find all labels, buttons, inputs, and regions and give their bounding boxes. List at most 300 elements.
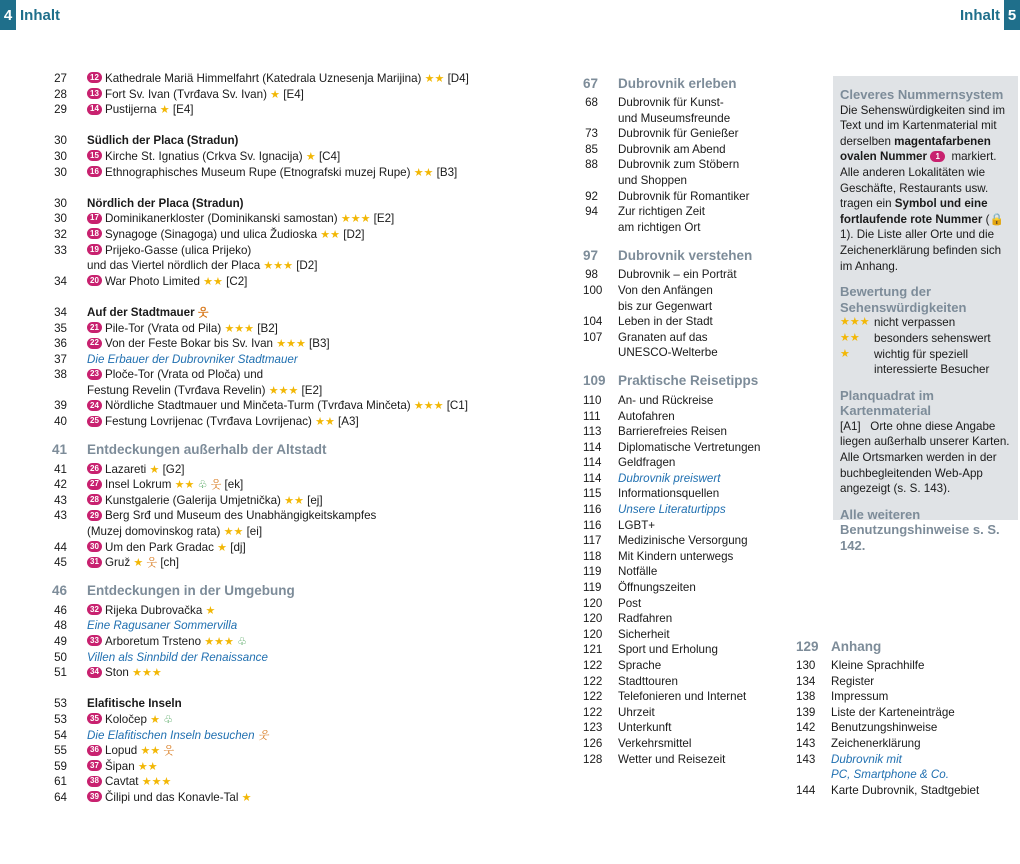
entry-text-wrap — [87, 728, 268, 744]
toc-entry — [52, 618, 482, 634]
page-number: 111 — [583, 409, 601, 423]
toc-entry — [583, 596, 783, 612]
entry-text-wrap — [87, 133, 238, 149]
entry-title: Nördliche Stadtmauer und Minčeta-Turm (Tvrđava Minčeta) — [105, 399, 411, 413]
entry-text-wrap — [87, 102, 194, 118]
map-grid-reference: [ch] — [157, 556, 180, 570]
entry-title: Arboretum Trsteno — [105, 635, 202, 648]
toc-entry — [52, 243, 482, 259]
rating-row — [840, 331, 1011, 347]
toc-entry — [796, 752, 996, 768]
entry-title: Kunstgalerie (Galerija Umjetnička) — [105, 493, 281, 507]
rating-stars: ★★ — [223, 526, 244, 539]
person-walking-icon: 웃 — [146, 557, 158, 570]
entry-text-wrap — [618, 658, 661, 674]
toc-entry — [583, 564, 783, 580]
person-walking-icon: 웃 — [163, 745, 175, 758]
toc-entry — [52, 398, 482, 414]
toc-entry — [583, 142, 783, 158]
page-number — [583, 173, 598, 189]
entry-text-wrap — [618, 627, 670, 643]
person-walking-icon: 웃 — [257, 729, 269, 742]
spacer — [52, 118, 482, 134]
entry-title: Dubrovnik – ein Porträt — [618, 268, 737, 282]
entry-text-wrap — [831, 720, 937, 736]
sight-number-pill: 19 — [87, 244, 102, 255]
sidebar-numbering-text — [840, 103, 1011, 275]
page-number: 130 — [796, 659, 816, 672]
entry-text-wrap — [87, 743, 174, 759]
page-number: 113 — [583, 425, 602, 439]
toc-entry — [583, 736, 783, 752]
page-number: 43 — [54, 509, 67, 523]
toc-entry — [52, 305, 482, 321]
section-title: Anhang — [831, 638, 882, 654]
entry-title: Diplomatische Vertretungen — [618, 440, 761, 454]
entry-text-wrap — [618, 549, 733, 565]
entry-title: Von der Feste Bokar bis Sv. Ivan — [105, 337, 273, 351]
entry-title: Rijeka Dubrovačka — [105, 603, 203, 617]
toc-entry — [52, 743, 482, 759]
section-page-number: 129 — [796, 638, 819, 654]
toc-entry — [52, 133, 482, 149]
toc-entry — [52, 383, 482, 399]
map-grid-reference: [B3] — [433, 165, 458, 179]
entry-text-wrap — [618, 189, 749, 205]
toc-entry — [52, 87, 482, 103]
entry-title: Sport und Erholung — [618, 643, 718, 657]
entry-text-wrap — [87, 634, 247, 650]
map-grid-reference: [ej] — [303, 493, 323, 507]
toc-entry — [583, 409, 783, 425]
entry-text-wrap — [87, 493, 323, 509]
page-number: 35 — [54, 321, 67, 335]
entry-text-wrap — [87, 367, 263, 383]
entry-title: Kirche St. Ignatius (Crkva Sv. Ignacija) — [105, 149, 303, 163]
rating-stars: ★★★ — [413, 400, 444, 413]
toc-entry — [583, 518, 783, 534]
toc-entry — [583, 299, 783, 315]
entry-title: Sprache — [618, 659, 662, 672]
rating-stars: ★ — [150, 713, 161, 726]
entry-text-wrap — [618, 220, 700, 236]
page-number: 119 — [583, 565, 602, 579]
entry-text-wrap — [87, 414, 359, 430]
entry-title: Nördlich der Placa (Stradun) — [87, 196, 244, 210]
sidebar-text-bold: magentafarbenen ovalen Nummer — [840, 134, 991, 164]
entry-text-wrap — [831, 752, 902, 768]
magenta-number-pill: 1 — [930, 151, 945, 162]
toc-entry — [52, 759, 482, 775]
entry-text-wrap — [87, 618, 237, 634]
entry-text-wrap — [618, 736, 691, 752]
sight-number-pill: 32 — [87, 604, 102, 615]
entry-title: Zur richtigen Zeit — [618, 205, 705, 219]
rating-label: wichtig für speziell interessierte Besucher — [874, 347, 990, 377]
map-grid-reference: [C2] — [222, 274, 248, 288]
entry-title: Medizinische Versorgung — [618, 534, 748, 548]
entry-text-wrap — [618, 533, 748, 549]
map-grid-reference: [E2] — [370, 212, 395, 226]
toc-entry — [52, 696, 482, 712]
entry-text-wrap — [618, 173, 687, 189]
entry-title: Dominikanerkloster (Dominikanski samostan) — [105, 212, 338, 226]
section-heading — [796, 634, 996, 658]
page-number: 44 — [54, 540, 67, 554]
page-number: 32 — [54, 227, 67, 241]
entry-title: Impressum — [831, 690, 889, 704]
map-grid-reference: [D2] — [340, 227, 365, 241]
entry-title: Auf der Stadtmauer — [87, 305, 195, 319]
rating-label: nicht verpassen — [874, 316, 956, 330]
sight-number-pill: 35 — [87, 713, 102, 724]
toc-entry — [52, 493, 482, 509]
entry-text-wrap — [831, 689, 888, 705]
entry-text-wrap — [618, 518, 655, 534]
page-number: 119 — [583, 581, 602, 595]
page-number: 49 — [54, 635, 67, 648]
entry-text-wrap — [618, 409, 675, 425]
page-number: 94 — [585, 205, 598, 219]
entry-title: Notfälle — [618, 565, 658, 579]
toc-entry — [583, 486, 783, 502]
entry-title: Post — [618, 596, 642, 610]
map-grid-reference: [D2] — [292, 259, 318, 273]
page-number: 116 — [583, 503, 602, 517]
entry-text-wrap — [618, 299, 712, 315]
toc-entry — [583, 720, 783, 736]
entry-text-wrap — [87, 540, 246, 556]
sight-number-pill: 28 — [87, 494, 102, 505]
page-number: 30 — [54, 212, 67, 226]
entry-title: Benutzungshinweise — [831, 721, 938, 735]
entry-text-wrap — [87, 603, 215, 619]
right-page-header — [956, 0, 1020, 30]
entry-text-wrap — [87, 477, 243, 493]
entry-title: und Shoppen — [618, 173, 687, 187]
rating-stars: ★★★ — [840, 316, 870, 329]
entry-text-wrap — [618, 142, 726, 158]
sight-number-pill: 33 — [87, 635, 102, 646]
right-page-title: Inhalt — [960, 6, 1000, 24]
page-number: 59 — [54, 759, 67, 773]
rating-stars: ★★★ — [204, 636, 234, 648]
toc-entry — [583, 220, 783, 236]
page-number — [52, 258, 67, 274]
entry-title: Dubrovnik für Kunst- — [618, 96, 724, 109]
entry-text-wrap — [87, 650, 268, 666]
page-number: 41 — [54, 462, 67, 476]
entry-title: Uhrzeit — [618, 705, 655, 719]
page-number: 30 — [54, 134, 67, 148]
map-grid-reference: [ek] — [221, 478, 244, 492]
page-number: 115 — [583, 487, 602, 501]
page-number: 64 — [54, 790, 67, 804]
section-title: Praktische Reisetipps — [618, 373, 759, 389]
map-grid-reference: [C1] — [443, 399, 468, 413]
rating-stars: ★★ — [840, 331, 860, 344]
entry-title: Elafitische Inseln — [87, 697, 182, 711]
toc-entry — [52, 352, 482, 368]
toc-entry — [52, 274, 482, 290]
map-grid-reference: [B3] — [305, 337, 330, 351]
toc-entry — [52, 524, 482, 540]
page-number — [583, 345, 598, 361]
page-number: 34 — [54, 305, 67, 319]
entry-text-wrap — [831, 674, 874, 690]
toc-entry — [583, 549, 783, 565]
page-number — [583, 111, 598, 127]
page-number: 120 — [583, 627, 603, 641]
rating-stars: ★★★ — [340, 213, 371, 226]
entry-title: Dubrovnik preiswert — [618, 471, 721, 485]
map-grid-reference: [E2] — [298, 383, 323, 397]
sight-number-pill: 23 — [87, 369, 102, 380]
page-number: 48 — [54, 619, 67, 633]
entry-text-wrap — [618, 267, 737, 283]
toc-entry — [583, 173, 783, 189]
entry-title: Ston — [105, 666, 129, 680]
page-number: 118 — [583, 549, 602, 563]
entry-title: Geldfragen — [618, 456, 676, 470]
sight-number-pill: 36 — [87, 745, 102, 756]
sight-number-pill: 34 — [87, 667, 102, 678]
rating-stars: ★ — [217, 541, 228, 554]
page-number: 88 — [585, 158, 598, 172]
map-grid-reference: [ei] — [243, 525, 263, 539]
sight-number-pill: 38 — [87, 776, 102, 787]
toc-entry — [52, 508, 482, 524]
usage-sidebar — [833, 76, 1018, 554]
entry-text-wrap — [618, 95, 724, 111]
entry-title: Lazareti — [105, 462, 147, 476]
map-grid-reference: [C4] — [315, 149, 341, 163]
toc-entry — [583, 689, 783, 705]
entry-title: An- und Rückreise — [618, 393, 714, 407]
left-page-number: 4 — [0, 0, 16, 30]
entry-title: Kathedrale Mariä Himmelfahrt (Katedrala Uznesenja Marijina) — [105, 72, 422, 85]
page-number: 98 — [585, 268, 598, 282]
entry-title: Čilipi und das Konavle-Tal — [105, 790, 239, 804]
grid-ref-example: [A1] — [840, 419, 861, 433]
toc-entry — [583, 189, 783, 205]
page-number: 51 — [54, 666, 67, 680]
page-number: 134 — [796, 674, 816, 688]
page-number: 122 — [583, 705, 603, 719]
page-number: 114 — [583, 456, 602, 470]
sidebar-text-bold: Symbol und eine fortlaufende rote Nummer — [840, 197, 988, 226]
page-number: 128 — [583, 752, 603, 766]
page-number: 61 — [54, 775, 67, 789]
page-number: 121 — [583, 643, 603, 657]
page-number: 143 — [796, 752, 816, 766]
page-number: 29 — [54, 103, 67, 117]
entry-text-wrap — [87, 321, 278, 337]
sidebar-text-part: Die Sehenswürdigkeiten sind im Text und im Kartenmaterial mit derselben — [840, 103, 1005, 148]
entry-title: Festung Lovrijenac (Tvrđava Lovrijenac) — [105, 415, 312, 429]
entry-text-wrap — [87, 258, 317, 274]
rating-stars: ★ — [133, 557, 144, 570]
toc-entry — [583, 330, 783, 346]
toc-entry — [52, 211, 482, 227]
entry-title: LGBT+ — [618, 518, 656, 532]
right-page-number: 5 — [1004, 0, 1020, 30]
entry-title: Villen als Sinnbild der Renaissance — [87, 650, 268, 664]
page-number: 30 — [54, 165, 67, 179]
page-number: 122 — [583, 674, 603, 688]
entry-text-wrap — [831, 658, 924, 674]
toc-entry — [583, 627, 783, 643]
nature-icon: ♧ — [237, 636, 247, 648]
toc-entry — [52, 227, 482, 243]
toc-entry — [52, 665, 482, 681]
entry-title: Festung Revelin (Tvrđava Revelin) — [87, 383, 266, 397]
map-grid-reference: [D4] — [444, 72, 469, 85]
entry-text-wrap — [87, 352, 298, 368]
page-number: 122 — [583, 659, 603, 672]
rating-stars: ★ — [270, 88, 281, 101]
rating-stars: ★★ — [284, 494, 304, 507]
rating-stars: ★ — [840, 347, 850, 360]
page-number: 120 — [583, 612, 603, 626]
lock-icon: 🔒 — [989, 212, 1004, 226]
entry-title: Šipan — [105, 759, 135, 773]
toc-entry — [583, 204, 783, 220]
rating-stars: ★★ — [413, 166, 434, 179]
rating-stars: ★ — [241, 791, 252, 804]
spacer — [52, 681, 482, 697]
entry-title: Liste der Karteneinträge — [831, 705, 955, 719]
page-number — [583, 299, 598, 315]
toc-entry — [52, 165, 482, 181]
entry-title: Stadttouren — [618, 674, 678, 688]
page-number: 55 — [54, 744, 67, 758]
page-number: 126 — [583, 736, 603, 750]
map-grid-reference: [E4] — [169, 103, 194, 117]
spacer — [52, 289, 482, 305]
toc-entry — [583, 314, 783, 330]
page-number: 114 — [583, 440, 602, 454]
section-page-number: 109 — [583, 373, 606, 389]
rating-stars: ★★★ — [224, 322, 255, 335]
entry-title: Pile-Tor (Vrata od Pila) — [105, 321, 222, 335]
entry-text-wrap — [87, 774, 171, 790]
entry-text-wrap — [618, 705, 655, 721]
rating-stars: ★★ — [140, 745, 161, 758]
section-title: Entdeckungen in der Umgebung — [87, 583, 295, 599]
map-grid-reference: [A3] — [334, 415, 359, 429]
entry-title: Die Elafitischen Inseln besuchen — [87, 728, 255, 742]
entry-title: Mit Kindern unterwegs — [618, 549, 734, 563]
entry-title: War Photo Limited — [105, 274, 200, 288]
toc-entry — [583, 611, 783, 627]
page-number: 123 — [583, 721, 603, 735]
toc-entry — [52, 540, 482, 556]
entry-text-wrap — [831, 767, 949, 783]
entry-title: Pustijerna — [105, 103, 157, 117]
entry-title: Karte Dubrovnik, Stadtgebiet — [831, 783, 980, 797]
page-number: 37 — [54, 352, 67, 366]
entry-title: Wetter und Reisezeit — [618, 752, 726, 766]
sight-number-pill: 26 — [87, 463, 102, 474]
page-number: 107 — [583, 330, 603, 344]
map-grid-reference: [E4] — [280, 87, 304, 101]
toc-entry — [796, 736, 996, 752]
sidebar-text-part: 1). Die Liste aller Orte und die Zeichenerklärung befinden sich im Anhang. — [840, 228, 1002, 273]
sight-number-pill: 21 — [87, 322, 102, 333]
entry-text-wrap — [618, 502, 726, 518]
section-title: Dubrovnik erleben — [618, 75, 737, 91]
page-number: 68 — [585, 96, 598, 109]
page-number: 46 — [54, 603, 67, 617]
entry-title: PC, Smartphone & Co. — [831, 768, 949, 782]
sight-number-pill: 24 — [87, 400, 102, 411]
entry-text-wrap — [618, 674, 678, 690]
page-number: 45 — [54, 556, 67, 570]
toc-entry — [583, 126, 783, 142]
rating-row — [840, 347, 1011, 378]
toc-entry — [52, 650, 482, 666]
page-number: 139 — [796, 705, 816, 719]
sidebar-heading-grid: Planquadrat im Kartenmaterial — [840, 387, 934, 419]
entry-text-wrap — [618, 596, 641, 612]
page-number: 120 — [583, 596, 603, 610]
entry-title: Von den Anfängen — [618, 283, 713, 297]
sight-number-pill: 30 — [87, 541, 102, 552]
toc-entry — [583, 455, 783, 471]
sidebar-grid-text — [840, 419, 1011, 497]
entry-title: und das Viertel nördlich der Placa — [87, 259, 261, 273]
sight-number-pill: 31 — [87, 557, 102, 568]
page-number: 92 — [585, 189, 598, 203]
toc-entry — [796, 689, 996, 705]
page-number: 117 — [583, 534, 602, 548]
page-number: 36 — [54, 337, 67, 351]
entry-text-wrap — [87, 243, 251, 259]
entry-title: bis zur Gegenwart — [618, 299, 713, 313]
toc-entry — [796, 658, 996, 674]
entry-text-wrap — [87, 696, 182, 712]
entry-title: Dubrovnik zum Stöbern — [618, 158, 740, 172]
entry-text-wrap — [618, 393, 713, 409]
toc-entry — [583, 705, 783, 721]
sight-number-pill: 25 — [87, 416, 102, 427]
toc-entry — [583, 283, 783, 299]
map-grid-reference: [G2] — [159, 462, 185, 476]
entry-title: Südlich der Placa (Stradun) — [87, 134, 239, 148]
entry-title: Ploče-Tor (Vrata od Ploča) und — [105, 368, 264, 382]
section-page-number: 46 — [52, 583, 68, 599]
entry-title: Unterkunft — [618, 721, 672, 735]
toc-entry — [52, 196, 482, 212]
sight-number-pill: 15 — [87, 150, 102, 161]
sight-number-pill: 17 — [87, 213, 102, 224]
entry-text-wrap — [618, 611, 672, 627]
section-heading — [583, 369, 783, 393]
rating-stars: ★ — [305, 150, 316, 163]
entry-text-wrap — [87, 665, 162, 681]
person-walking-icon: 웃 — [197, 306, 209, 319]
page-number: 40 — [54, 415, 67, 429]
rating-stars: ★ — [205, 604, 216, 617]
entry-text-wrap — [618, 752, 725, 768]
entry-title: Informationsquellen — [618, 487, 720, 501]
entry-text-wrap — [618, 204, 705, 220]
entry-text-wrap — [618, 330, 708, 346]
entry-title: und Museumsfreunde — [618, 111, 731, 125]
page-number: 27 — [54, 72, 67, 85]
entry-text-wrap — [618, 283, 713, 299]
